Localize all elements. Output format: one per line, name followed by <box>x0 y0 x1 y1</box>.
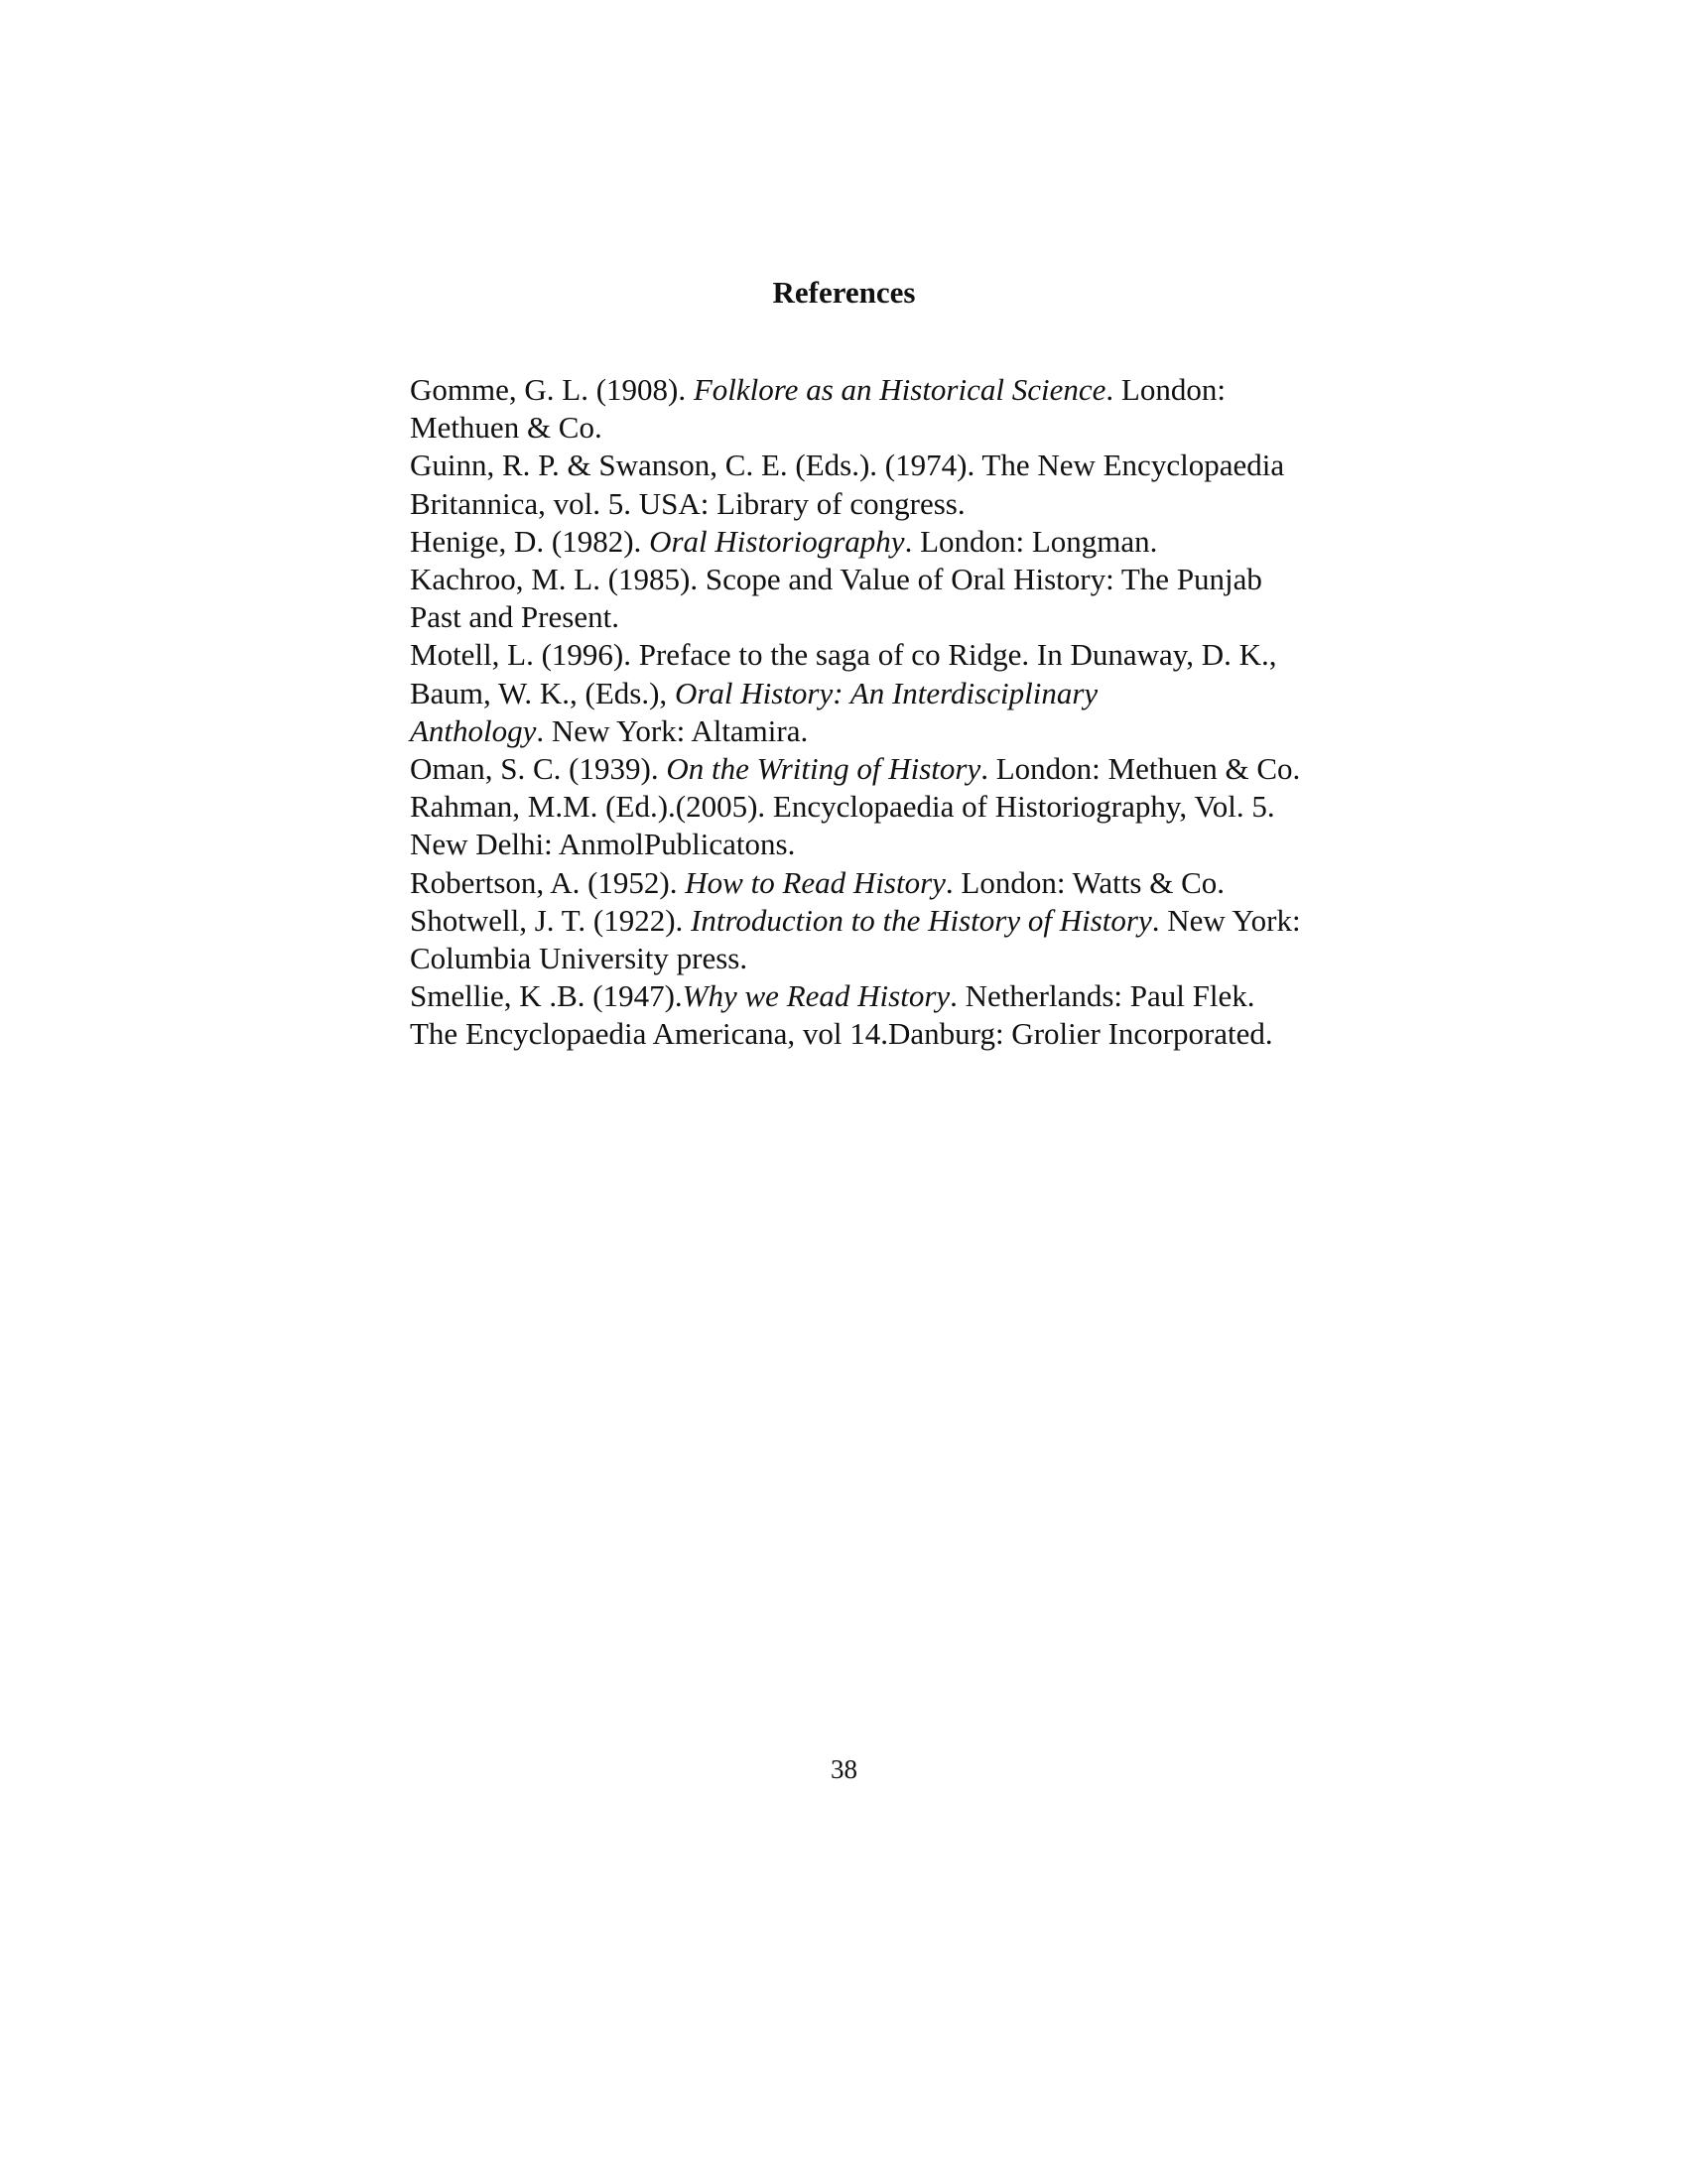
reference-item <box>410 371 1382 447</box>
reference-line: New Delhi: AnmolPublicatons. <box>410 827 796 862</box>
reference-line: Henige, D. (1982). Oral Historiography. London: Longman. <box>410 523 1158 559</box>
reference-line: Methuen & Co. <box>410 410 602 446</box>
reference-line: The Encyclopaedia Americana, vol 14.Danburg: Grolier Incorporated. <box>410 1016 1273 1052</box>
reference-item <box>410 750 1382 788</box>
reference-line: Shotwell, J. T. (1922). Introduction to the History of History. New York: <box>410 902 1301 938</box>
reference-line: Oman, S. C. (1939). On the Writing of History. London: Methuen & Co. <box>410 751 1301 787</box>
reference-title: Introduction to the History of History <box>691 902 1152 938</box>
reference-item <box>410 977 1382 1015</box>
reference-title: How to Read History <box>685 864 946 900</box>
reference-line: Guinn, R. P. & Swanson, C. E. (Eds.). (1974). The New Encyclopaedia <box>410 448 1285 483</box>
reference-list <box>410 371 1382 1054</box>
reference-item <box>410 561 1382 636</box>
reference-title: Folklore as an Historical Science <box>693 372 1106 407</box>
reference-item <box>410 1015 1382 1053</box>
reference-item <box>410 902 1382 977</box>
reference-line: Motell, L. (1996). Preface to the saga of co Ridge. In Dunaway, D. K., <box>410 637 1277 673</box>
reference-item <box>410 788 1382 863</box>
reference-title: Oral History: An Interdisciplinary <box>674 675 1099 710</box>
reference-line: Robertson, A. (1952). How to Read History. London: Watts & Co. <box>410 864 1225 900</box>
reference-title: Anthology <box>410 712 537 748</box>
reference-item <box>410 523 1382 561</box>
reference-line: Kachroo, M. L. (1985). Scope and Value of Oral History: The Punjab <box>410 562 1262 597</box>
reference-line: Britannica, vol. 5. USA: Library of congress. <box>410 485 966 521</box>
reference-line: Gomme, G. L. (1908). Folklore as an Historical Science. London: <box>410 372 1226 407</box>
reference-line: Past and Present. <box>410 599 619 635</box>
reference-title: Why we Read History <box>682 978 951 1014</box>
reference-line: Columbia University press. <box>410 941 748 976</box>
page-number: 38 <box>831 1754 857 1784</box>
page-title: References <box>772 275 916 310</box>
reference-line: Rahman, M.M. (Ed.).(2005). Encyclopaedia of Historiography, Vol. 5. <box>410 789 1275 825</box>
reference-item <box>410 636 1382 750</box>
reference-item <box>410 447 1382 522</box>
reference-line: Smellie, K .B. (1947).Why we Read History. Netherlands: Paul Flek. <box>410 978 1255 1014</box>
reference-line: Baum, W. K., (Eds.), Oral History: An Interdisciplinary <box>410 675 1099 710</box>
reference-line: Anthology. New York: Altamira. <box>410 712 809 748</box>
reference-title: On the Writing of History <box>666 751 981 787</box>
reference-title: Oral Historiography <box>649 523 905 559</box>
reference-item <box>410 864 1382 902</box>
